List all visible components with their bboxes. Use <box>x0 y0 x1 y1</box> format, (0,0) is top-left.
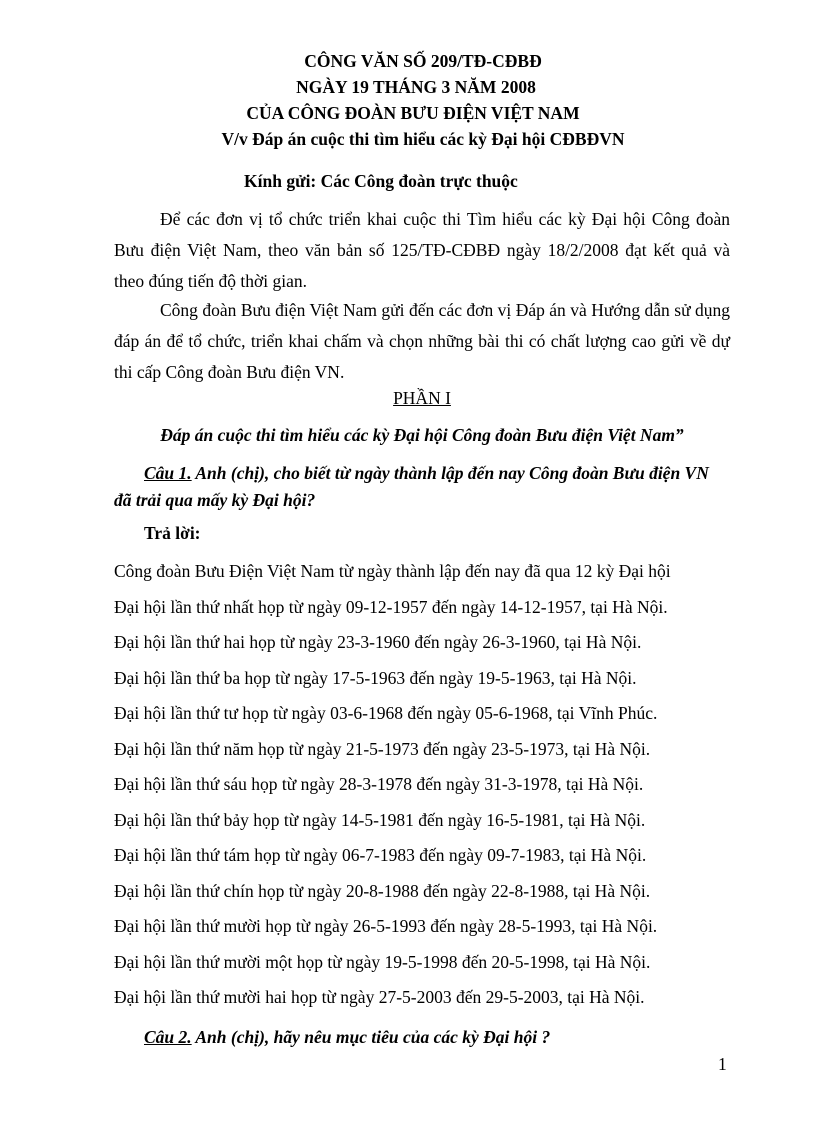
answer-line: Đại hội lần thứ nhất họp từ ngày 09-12-1957 đến ngày 14-12-1957, tại Hà Nội. <box>114 596 668 617</box>
header-organization: CỦA CÔNG ĐOÀN BƯU ĐIỆN VIỆT NAM <box>246 103 580 123</box>
section-title: Đáp án cuộc thi tìm hiểu các kỳ Đại hội Công đoàn Bưu điện Việt Nam” <box>160 425 684 445</box>
intro-paragraph-1: Để các đơn vị tổ chức triển khai cuộc thi Tìm hiểu các kỳ Đại hội Công đoàn Bưu điện Việt Nam, theo văn bản số 125/TĐ-CĐBĐ ngày 18/2/2008 đạt kết quả và theo đúng tiến độ thời gian. <box>114 209 730 291</box>
answer-line: Đại hội lần thứ tám họp từ ngày 06-7-1983 đến ngày 09-7-1983, tại Hà Nội. <box>114 845 647 865</box>
answer-line: Đại hội lần thứ năm họp từ ngày 21-5-1973 đến ngày 23-5-1973, tại Hà Nội. <box>114 738 651 759</box>
header-date: NGÀY 19 THÁNG 3 NĂM 2008 <box>296 77 536 97</box>
recipient-line: Kính gửi: Các Công đoàn trực thuộc <box>244 171 518 191</box>
answer-line: Đại hội lần thứ bảy họp từ ngày 14-5-1981 đến ngày 16-5-1981, tại Hà Nội. <box>114 809 646 830</box>
header-subject: V/v Đáp án cuộc thi tìm hiểu các kỳ Đại hội CĐBĐVN <box>221 129 625 149</box>
answer-label: Trả lời: <box>144 523 201 543</box>
question-1-text: Anh (chị), cho biết từ ngày thành lập đến nay Công đoàn Bưu điện VN đã trải qua mấy kỳ Đại hội? <box>114 463 709 510</box>
answer-line: Đại hội lần thứ ba họp từ ngày 17-5-1963 đến ngày 19-5-1963, tại Hà Nội. <box>114 667 637 688</box>
question-2 <box>114 1024 730 1051</box>
question-1-number: Câu 1. <box>144 463 192 483</box>
answer-line: Đại hội lần thứ mười một họp từ ngày 19-5-1998 đến 20-5-1998, tại Hà Nội. <box>114 951 651 972</box>
answer-line: Đại hội lần thứ sáu họp từ ngày 28-3-1978 đến ngày 31-3-1978, tại Hà Nội. <box>114 774 644 794</box>
section-label: PHẦN I <box>393 388 451 408</box>
answer-line: Đại hội lần thứ mười họp từ ngày 26-5-1993 đến ngày 28-5-1993, tại Hà Nội. <box>114 916 658 936</box>
page-number: 1 <box>718 1054 727 1074</box>
answer-line: Đại hội lần thứ chín họp từ ngày 20-8-1988 đến ngày 22-8-1988, tại Hà Nội. <box>114 880 651 901</box>
intro-paragraph-2: Công đoàn Bưu điện Việt Nam gửi đến các đơn vị Đáp án và Hướng dẫn sử dụng đáp án để tổ chức, triển khai chấm và chọn những bài thi có chất lượng cao gửi về dự thi cấp Công đoàn Bưu điện VN. <box>114 300 730 382</box>
header-document-number: CÔNG VĂN SỐ 209/TĐ-CĐBĐ <box>304 51 542 71</box>
answer-line: Đại hội lần thứ tư họp từ ngày 03-6-1968 đến ngày 05-6-1968, tại Vĩnh Phúc. <box>114 703 658 723</box>
question-1 <box>114 460 730 514</box>
document-header <box>0 48 816 152</box>
answer-line: Công đoàn Bưu Điện Việt Nam từ ngày thành lập đến nay đã qua 12 kỳ Đại hội <box>114 561 671 581</box>
answer-list <box>114 559 734 1021</box>
question-2-number: Câu 2. <box>144 1027 192 1047</box>
question-2-text: Anh (chị), hãy nêu mục tiêu của các kỳ Đại hội ? <box>191 1027 551 1047</box>
answer-line: Đại hội lần thứ mười hai họp từ ngày 27-5-2003 đến 29-5-2003, tại Hà Nội. <box>114 987 645 1007</box>
answer-line: Đại hội lần thứ hai họp từ ngày 23-3-1960 đến ngày 26-3-1960, tại Hà Nội. <box>114 632 642 652</box>
